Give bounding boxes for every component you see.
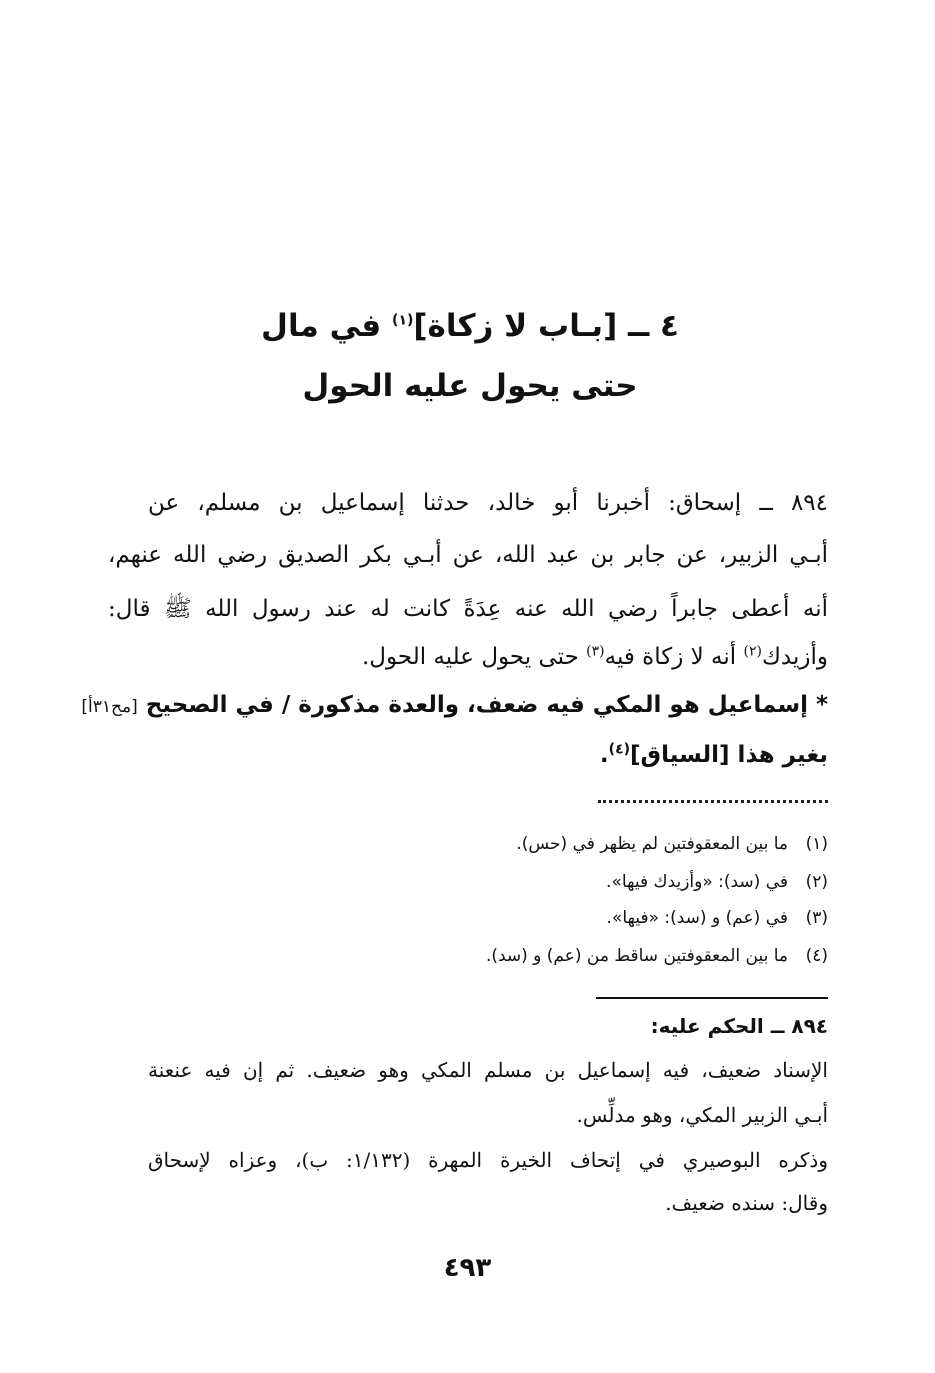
footnote-number: (٤) [805,946,828,966]
footnote-number: (٣) [805,908,828,928]
footnote-text: ما بين المعقوفتين ساقط من (عم) و (سد). [485,946,788,966]
manuscript-ref: [مح٣١أ] [81,697,138,717]
comment-text: بغير هذا [السياق] [630,742,828,768]
footnote-ref-4: (٤) [608,741,631,758]
chapter-title [110,308,830,344]
page-number: ٤٩٣ [443,1253,492,1283]
hadith-text: حتى يحول عليه الحول. [361,644,579,670]
comment-line-2 [108,742,828,768]
chapter-title-part1: [بـاب لا زكاة] [413,308,618,344]
footnote-separator [598,800,828,807]
hadith-line-4 [108,644,828,670]
section-divider [596,997,828,999]
footnote-2 [606,872,828,892]
footnote-number: (٢) [805,872,828,892]
comment-line-1 [81,692,828,718]
ruling-line-2: أبـي الزبير المكي، وهو مدلِّس. [576,1103,828,1127]
footnote-text: ما بين المعقوفتين لم يظهر في (حس). [516,834,788,854]
footnote-text: في (سد): «وأزيدك فيها». [606,872,788,892]
chapter-number: ٤ ــ [628,308,679,344]
hadith-text: وأزيدك [761,644,828,670]
hadith-line-1: ٨٩٤ ــ إسحاق: أخبرنا أبو خالد، حدثنا إسماعيل بن مسلم، عن [148,490,828,516]
hadith-line-2: أبـي الزبير، عن جابر بن عبد الله، عن أبـي بكر الصديق رضي الله عنهم، [108,542,828,568]
comment-text: * إسماعيل هو المكي فيه ضعف، والعدة مذكورة / في الصحيح [145,692,828,718]
footnote-text: في (عم) و (سد): «فيها». [606,908,788,928]
hadith-text: أنه لا زكاة فيه [604,644,737,670]
footnote-4 [486,946,828,966]
footnote-1 [516,834,828,854]
ruling-line-1: الإسناد ضعيف، فيه إسماعيل بن مسلم المكي وهو ضعيف. ثم إن فيه عنعنة [148,1058,828,1082]
footnote-number: (١) [805,834,828,854]
ruling-heading: ٨٩٤ ــ الحكم عليه: [650,1014,828,1038]
chapter-subtitle: حتى يحول عليه الحول [302,368,638,404]
chapter-title-part2: في مال [261,308,382,344]
hadith-line-3: أنه أعطى جابراً رضي الله عنه عِدَةً كانت له عند رسول الله ﷺ قال: [108,596,828,622]
ruling-line-3: وذكره البوصيري في إتحاف الخيرة المهرة (١/١٣٢: ب)، وعزاه لإسحاق [148,1148,828,1172]
footnote-ref-1: (١) [392,312,414,329]
footnote-ref-2: (٢) [743,643,762,660]
comment-text: . [599,742,609,768]
ruling-line-4: وقال: سنده ضعيف. [665,1191,828,1215]
footnote-ref-3: (٣) [586,643,605,660]
footnote-3 [607,908,828,928]
